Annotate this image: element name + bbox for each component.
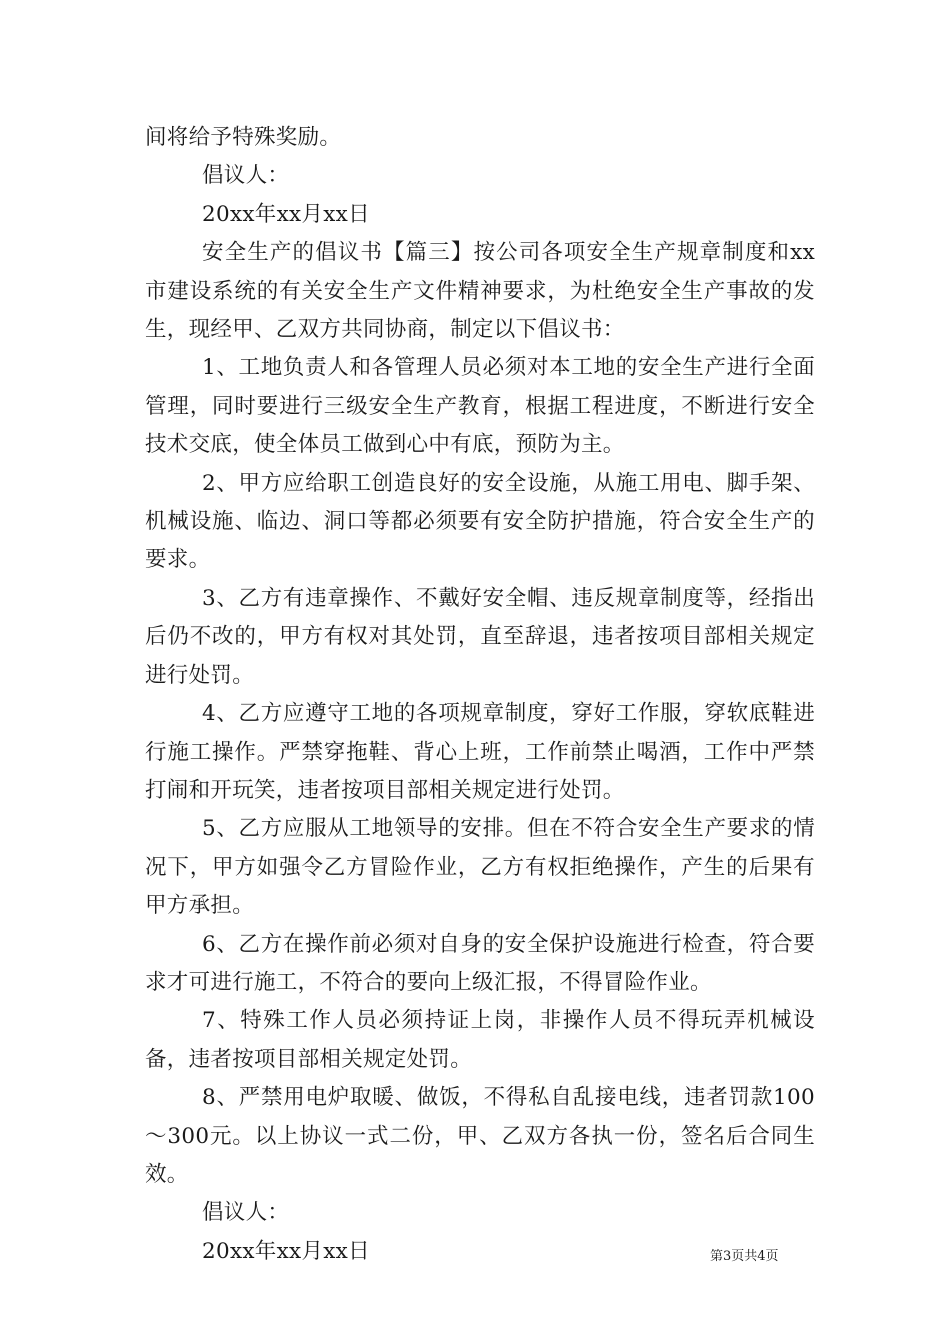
clause-6: 6、乙方在操作前必须对自身的安全保护设施进行检查，符合要求才可进行施工，不符合的要向上级汇报，不得冒险作业。	[145, 931, 815, 995]
clause-8: 8、严禁用电炉取暖、做饭，不得私自乱接电线，违者罚款100～300元。以上协议一式二份，甲、乙双方各执一份，签名后合同生效。	[145, 1085, 815, 1187]
clause-7: 7、特殊工作人员必须持证上岗，非操作人员不得玩弄机械设备，违者按项目部相关规定处罚。	[145, 1008, 815, 1072]
signatory-label: 倡议人：	[202, 1200, 290, 1226]
page-number: 第3页共4页	[710, 1249, 779, 1264]
clause-1: 1、工地负责人和各管理人员必须对本工地的安全生产进行全面管理，同时要进行三级安全生产教育，根据工程进度，不断进行安全技术交底，使全体员工做到心中有底，预防为主。	[145, 355, 815, 458]
clause-2: 2、甲方应给职工创造良好的安全设施，从施工用电、脚手架、机械设施、临边、洞口等都必须要有安全防护措施，符合安全生产的要求。	[145, 470, 815, 573]
date-line: 20xx年xx月xx日	[202, 1238, 370, 1264]
document-body	[145, 119, 815, 1271]
signatory-label: 倡议人：	[202, 163, 290, 189]
continuation-paragraph: 间将给予特殊奖励。	[145, 125, 342, 150]
clause-3: 3、乙方有违章操作、不戴好安全帽、违反规章制度等，经指出后仍不改的，甲方有权对其处罚，直至辞退，违者按项目部相关规定进行处罚。	[145, 585, 815, 688]
clause-4: 4、乙方应遵守工地的各项规章制度，穿好工作服，穿软底鞋进行施工操作。严禁穿拖鞋、背心上班，工作前禁止喝酒，工作中严禁打闹和开玩笑，违者按项目部相关规定进行处罚。	[145, 701, 815, 803]
date-line: 20xx年xx月xx日	[202, 201, 370, 227]
intro-paragraph: 安全生产的倡议书【篇三】按公司各项安全生产规章制度和xx市建设系统的有关安全生产文件精神要求，为杜绝安全生产事故的发生，现经甲、乙双方共同协商，制定以下倡议书：	[145, 240, 815, 343]
clause-5: 5、乙方应服从工地领导的安排。但在不符合安全生产要求的情况下，甲方如强令乙方冒险作业，乙方有权拒绝操作，产生的后果有甲方承担。	[145, 816, 815, 919]
